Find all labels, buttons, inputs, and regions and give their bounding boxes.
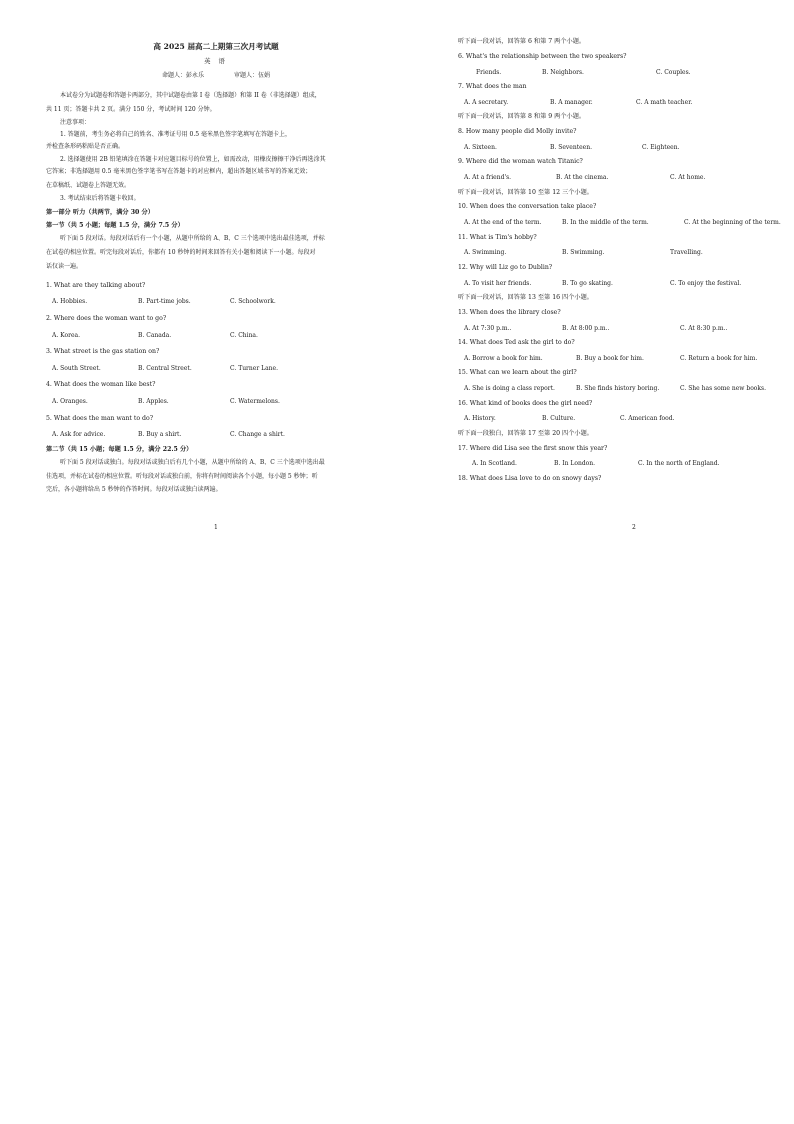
option-a: A. Ask for advice.	[52, 431, 106, 439]
option-c: C. Turner Lane.	[230, 364, 278, 372]
option-b: B. At 8:00 p.m..	[562, 324, 610, 332]
option-a: A. At 7:30 p.m..	[464, 324, 512, 332]
listen-instruction: 听下面一段对话，回答第 13 至第 16 四个小题。	[458, 294, 593, 301]
question: 6. What's the relationship between the two speakers?	[458, 52, 627, 60]
options-row	[52, 332, 386, 340]
question: 16. What kind of books does the girl need?	[458, 399, 593, 407]
option-b: B. Part-time jobs.	[138, 298, 191, 306]
option-a: A. History.	[464, 415, 496, 423]
page-number: 1	[214, 524, 218, 531]
question: 13. When does the library close?	[458, 308, 561, 316]
instruction-line: 在试卷的相应位置。听完每段对话后，你都有 10 秒钟的时间来回答有关小题和阅读下一小题。每段对	[46, 249, 316, 257]
reviewer: 审题人：伍娟	[233, 72, 270, 80]
listen-instruction: 听下面一段对话，回答第 8 和第 9 两个小题。	[458, 113, 586, 121]
option-b: B. Seventeen.	[550, 143, 592, 151]
notes-title: 注意事项：	[60, 119, 91, 127]
intro-line: 本试卷分为试题卷和答题卡两部分，其中试题卷由第 I 卷（选择题）和第 II 卷（非选择题）组成，	[60, 91, 321, 99]
option-b: B. To go skating.	[562, 279, 613, 287]
question: 2. Where does the woman want to go?	[46, 314, 167, 322]
options-row	[464, 249, 794, 257]
note-line: 并检查条形码粘贴是否正确。	[46, 142, 125, 150]
option-a: A. South Street.	[52, 364, 101, 372]
options-row	[464, 219, 794, 227]
option-c: C. She has some new books.	[680, 385, 767, 392]
option-a: A. Swimming.	[464, 249, 507, 257]
instruction-line: 话仅读一遍。	[46, 262, 83, 270]
options-row	[464, 325, 794, 333]
listen-instruction: 听下面一段对话，回答第 10 至第 12 三个小题。	[458, 188, 593, 196]
part-heading: 第一部分 听力（共两节，满分 30 分）	[46, 209, 154, 217]
option-c: C. China.	[230, 331, 258, 339]
question: 14. What does Ted ask the girl to do?	[458, 339, 575, 346]
option-b: B. Culture.	[542, 415, 576, 423]
options-row	[464, 385, 794, 393]
option-a: A. Borrow a book for him.	[464, 354, 543, 362]
section-heading: 第二节（共 15 小题；每题 1.5 分，满分 22.5 分）	[46, 445, 193, 453]
option-a: A. Oranges.	[52, 398, 88, 406]
options-row	[52, 398, 386, 406]
question: 5. What does the man want to do?	[46, 414, 154, 422]
question: 7. What does the man	[458, 83, 527, 90]
question: 17. Where did Lisa see the first snow this year?	[458, 444, 608, 452]
option-c: C. In the north of England.	[638, 460, 720, 468]
note-line: 在草稿纸、试题卷上答题无效。	[46, 181, 131, 189]
option-b: B. Canada.	[138, 331, 172, 339]
subject-label: 英 语	[204, 57, 228, 66]
option-b: B. Buy a book for him.	[576, 354, 644, 362]
author: 命题人：彭永乐	[162, 72, 205, 80]
option-b: B. Buy a shirt.	[138, 431, 182, 439]
option-c: C. Eighteen.	[642, 143, 680, 151]
listen-instruction: 听下面一段独白，回答第 17 至第 20 四个小题。	[458, 429, 593, 437]
option-c: C. To enjoy the festival.	[670, 279, 742, 287]
option-b: B. Neighbors.	[542, 68, 584, 76]
option-b: B. At the cinema.	[556, 174, 609, 181]
option-c: C. A math teacher.	[636, 98, 693, 106]
option-c: Travelling.	[670, 249, 703, 257]
options-row	[52, 431, 386, 439]
options-row	[52, 365, 386, 373]
option-b: B. Central Street.	[138, 364, 192, 372]
options-row	[472, 460, 794, 468]
question: 4. What does the woman like best?	[46, 381, 156, 389]
option-c: C. At the beginning of the term.	[684, 219, 781, 226]
question: 3. What street is the gas station on?	[46, 348, 160, 356]
options-row	[464, 415, 794, 423]
page-number: 2	[632, 524, 636, 531]
option-c: C. Return a book for him.	[680, 354, 758, 362]
instruction-line: 听下面 5 段对话或独白。每段对话或独白后有几个小题，从题中所给的 A、B、C 三个选项中选出最	[60, 458, 325, 466]
option-a: A. Korea.	[52, 331, 80, 339]
options-row	[464, 144, 794, 152]
options-row	[476, 69, 794, 77]
option-b: B. Apples.	[138, 398, 169, 406]
authors-line	[46, 72, 386, 80]
option-c: C. At home.	[670, 174, 706, 181]
instruction-line: 完后，各小题将给出 5 秒钟的作答时间。每段对话或独白读两遍。	[46, 486, 222, 494]
option-b: B. A manager.	[550, 98, 593, 106]
listen-instruction: 听下面一段对话，回答第 6 和第 7 两个小题。	[458, 38, 586, 45]
question: 9. Where did the woman watch Titanic?	[458, 158, 583, 166]
options-row	[464, 174, 794, 182]
instruction-line: 听下面 5 段对话。每段对话后有一个小题，从题中所给的 A、B、C 三个选项中选出最佳选项，并标	[60, 235, 325, 243]
note-line: 2. 选择题使用 2B 铅笔填涂在答题卡对应题目标号的位置上，如需改动，用橡皮擦擦干净后再选涂其	[60, 156, 326, 164]
note-line: 1. 答题前，考生务必将自己的姓名、准考证号用 0.5 毫米黑色签字笔填写在答题卡上，	[60, 131, 291, 139]
option-c: C. Schoolwork.	[230, 298, 276, 306]
option-a: A. At the end of the term.	[464, 219, 542, 226]
options-row	[52, 298, 386, 306]
option-a: A. At a friend's.	[464, 174, 512, 181]
option-c: C. Watermelons.	[230, 398, 280, 406]
question: 15. What can we learn about the girl?	[458, 369, 577, 377]
option-a: A. She is doing a class report.	[464, 385, 555, 392]
option-c: C. Change a shirt.	[230, 431, 285, 439]
exam-page-1	[46, 40, 386, 498]
exam-page-2	[458, 38, 794, 483]
option-a: A. A secretary.	[464, 98, 509, 106]
option-a: A. To visit her friends.	[464, 279, 532, 287]
option-a: A. Sixteen.	[464, 143, 497, 151]
exam-title: 高 2025 届高二上期第三次月考试题	[153, 42, 279, 51]
options-row	[464, 280, 794, 288]
option-a: A. Hobbies.	[52, 298, 88, 306]
option-b: B. She finds history boring.	[576, 385, 660, 392]
note-line: 它答案；非选择题用 0.5 毫米黑色签字笔书写在答题卡的对应框内，超出答题区域书写的答案无效；	[46, 168, 312, 176]
question: 8. How many people did Molly invite?	[458, 128, 577, 135]
option-a: A. In Scotland.	[472, 460, 517, 468]
options-row	[464, 99, 794, 107]
intro-line: 共 11 页；答题卡共 2 页。满分 150 分，考试时间 120 分钟。	[46, 105, 216, 113]
option-b: B. Swimming.	[562, 249, 605, 257]
option-c: C. American food.	[620, 415, 675, 423]
question: 11. What is Tim's hobby?	[458, 233, 537, 241]
note-line: 3. 考试结束后将答题卡收回。	[60, 195, 140, 203]
instruction-line: 佳选项，并标在试卷的相应位置。听每段对话或独白前，你将有时间阅读各个小题，每小题 5 秒钟；听	[46, 472, 318, 480]
options-row	[464, 355, 794, 363]
option-b: B. In London.	[554, 460, 596, 468]
option-a: Friends.	[476, 68, 502, 76]
option-c: C. Couples.	[656, 68, 691, 76]
option-b: B. In the middle of the term.	[562, 219, 649, 226]
question: 1. What are they talking about?	[46, 281, 146, 289]
question: 12. Why will Liz go to Dublin?	[458, 263, 553, 271]
question: 10. When does the conversation take place?	[458, 203, 597, 211]
question: 18. What does Lisa love to do on snowy days?	[458, 474, 602, 482]
option-c: C. At 8:30 p.m..	[680, 324, 728, 332]
section-heading: 第一节（共 5 小题；每题 1.5 分，满分 7.5 分）	[46, 222, 184, 230]
